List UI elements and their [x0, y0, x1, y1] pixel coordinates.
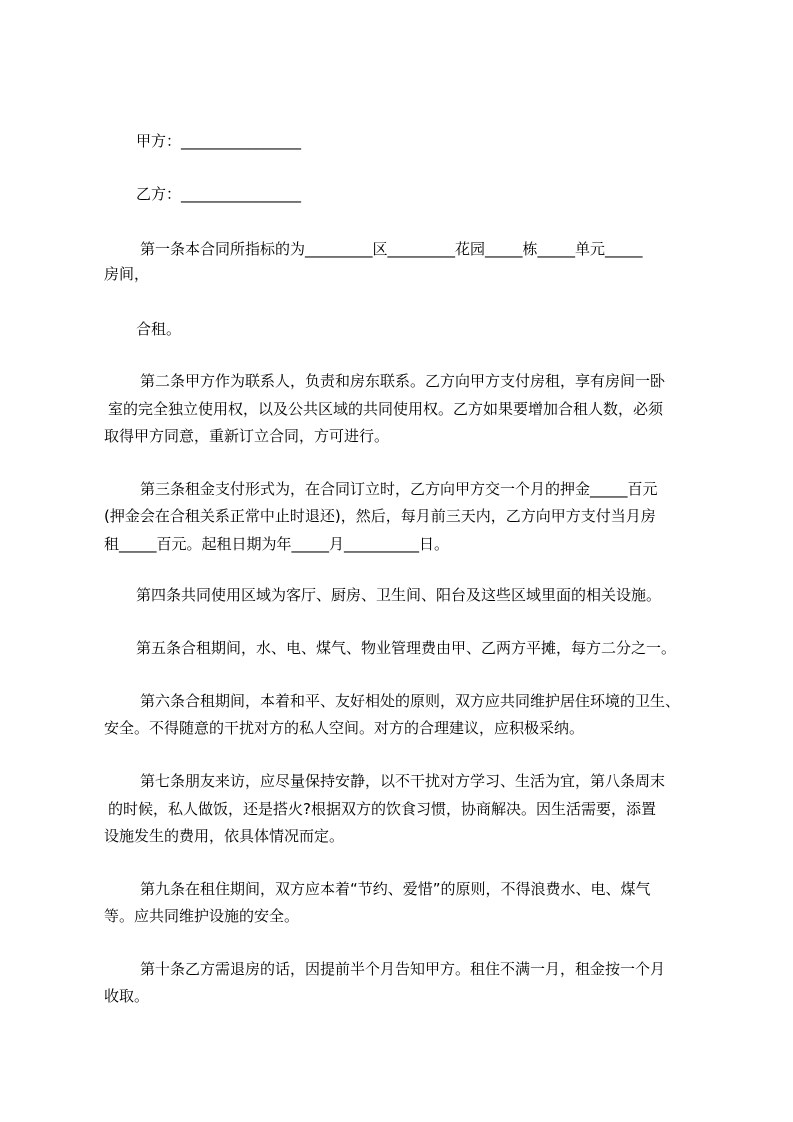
- article-9-line-1: 第九条在租住期间，双方应本着“节约、爱惜”的原则，不得浪费水、电、煤气: [140, 880, 651, 898]
- article-10-line-1: 第十条乙方需退房的话，因提前半个月告知甲方。租住不满一月，租金按一个月: [140, 960, 666, 978]
- party-a-line: 甲方：________________: [136, 132, 302, 150]
- article-4: 第四条共同使用区域为客厅、厨房、卫生间、阳台及这些区域里面的相关设施。: [136, 586, 662, 604]
- article-1-line-1: 第一条本合同所指标的为_________区_________花园_____栋_____单元_____: [140, 240, 643, 258]
- article-6-line-2: 安全。不得随意的干扰对方的私人空间。对方的合理建议，应积极采纳。: [104, 719, 585, 737]
- article-3-line-1: 第三条租金支付形式为，在合同订立时，乙方向甲方交一个月的押金_____百元: [140, 480, 658, 498]
- article-1-continuation: 合租。: [136, 320, 182, 338]
- article-7-line-2: 的时候，私人做饭，还是搭火?根据双方的饮食习惯，协商解决。因生活需要，添置: [108, 800, 656, 818]
- article-2-line-1: 第二条甲方作为联系人，负责和房东联系。乙方向甲方支付房租，享有房间一卧: [140, 372, 666, 390]
- article-2-line-2: 室的完全独立使用权，以及公共区域的共同使用权。乙方如果要增加合租人数，必须: [108, 400, 664, 418]
- article-3-line-2: (押金会在合租关系正常中止时退还)，然后，每月前三天内，乙方向甲方支付当月房: [104, 507, 656, 525]
- article-10-line-2: 收取。: [104, 987, 150, 1005]
- article-3-line-3: 租_____百元。起租日期为年_____月__________日。: [104, 535, 450, 553]
- article-5: 第五条合租期间，水、电、煤气、物业管理费由甲、乙两方平摊，每方二分之一。: [136, 639, 677, 657]
- article-7-line-3: 设施发生的费用，依具体情况而定。: [104, 827, 345, 845]
- article-6-line-1: 第六条合租期间，本着和平、友好相处的原则，双方应共同维护居住环境的卫生、: [140, 692, 681, 710]
- article-9-line-2: 等。应共同维护设施的安全。: [104, 907, 300, 925]
- article-7-line-1: 第七条朋友来访，应尽量保持安静，以不干扰对方学习、生活为宜，第八条周末: [140, 772, 666, 790]
- article-1-line-2: 房间，: [104, 265, 150, 283]
- party-b-line: 乙方：________________: [136, 185, 302, 203]
- article-2-line-3: 取得甲方同意，重新订立合同，方可进行。: [104, 427, 390, 445]
